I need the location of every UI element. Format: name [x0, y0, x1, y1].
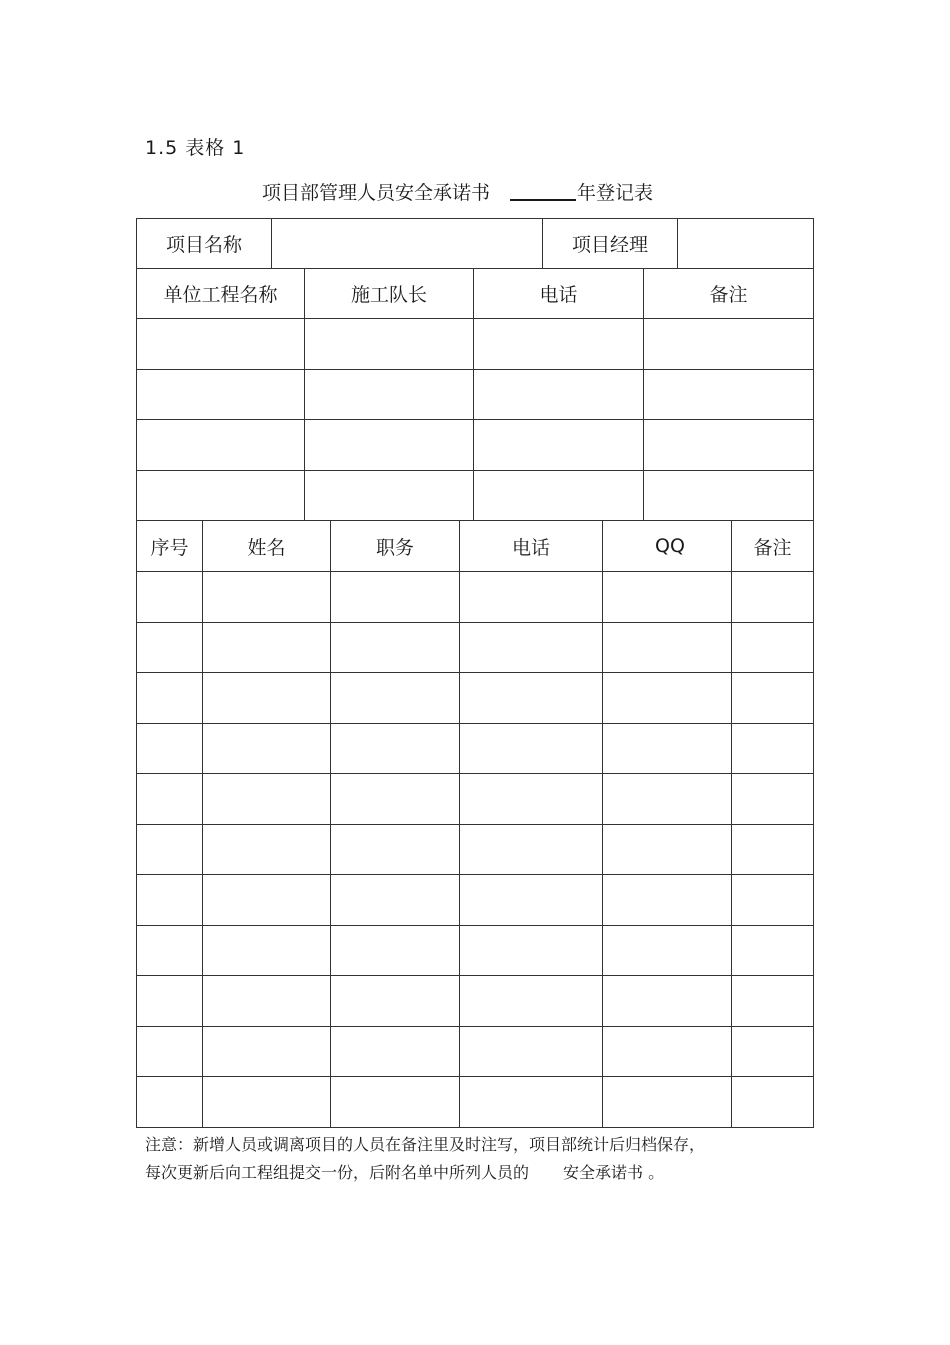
header-team-leader: 施工队长 [305, 269, 474, 319]
table-cell[interactable] [203, 1077, 331, 1128]
table-cell[interactable] [203, 976, 331, 1027]
project-info-table [136, 218, 814, 269]
table-cell[interactable] [331, 976, 460, 1027]
staff-table-row [137, 925, 814, 976]
table-cell[interactable] [732, 572, 814, 623]
form-title-main: 项目部管理人员安全承诺书 [262, 182, 491, 204]
staff-table-row [137, 1026, 814, 1077]
table-cell[interactable] [331, 673, 460, 724]
project-manager-field[interactable] [678, 219, 814, 269]
staff-table-row [137, 1077, 814, 1128]
table-cell[interactable] [331, 1026, 460, 1077]
staff-table-row [137, 622, 814, 673]
header-unit-project-name: 单位工程名称 [137, 269, 305, 319]
project-name-field[interactable] [272, 219, 543, 269]
table-cell[interactable] [203, 673, 331, 724]
table-cell[interactable] [474, 369, 644, 419]
table-cell[interactable] [331, 925, 460, 976]
table-cell[interactable] [203, 824, 331, 875]
unit-table-row [137, 319, 814, 369]
table-cell[interactable] [203, 723, 331, 774]
footnote-line-2 [145, 1159, 705, 1187]
table-cell[interactable] [331, 1077, 460, 1128]
table-cell[interactable] [137, 622, 203, 673]
table-cell[interactable] [137, 824, 203, 875]
staff-table-header [137, 521, 814, 572]
staff-table-row [137, 673, 814, 724]
table-cell[interactable] [644, 470, 814, 520]
header-qq: QQ [603, 521, 732, 572]
table-cell[interactable] [331, 774, 460, 825]
table-cell[interactable] [203, 1026, 331, 1077]
table-cell[interactable] [305, 319, 474, 369]
table-cell[interactable] [732, 622, 814, 673]
form-title [262, 178, 653, 205]
table-cell[interactable] [203, 774, 331, 825]
table-cell[interactable] [732, 673, 814, 724]
table-cell[interactable] [331, 875, 460, 926]
staff-table [136, 520, 814, 1128]
table-cell[interactable] [603, 774, 732, 825]
staff-table-row [137, 723, 814, 774]
table-cell[interactable] [460, 976, 603, 1027]
table-cell[interactable] [137, 875, 203, 926]
unit-table-header [137, 269, 814, 319]
table-cell[interactable] [137, 774, 203, 825]
table-cell[interactable] [460, 673, 603, 724]
table-cell[interactable] [603, 572, 732, 623]
staff-table-row [137, 774, 814, 825]
header-phone: 电话 [460, 521, 603, 572]
staff-table-row [137, 875, 814, 926]
table-cell[interactable] [137, 673, 203, 724]
section-heading: 1.5 表格 1 [145, 137, 246, 159]
table-cell[interactable] [203, 572, 331, 623]
table-cell[interactable] [137, 723, 203, 774]
table-cell[interactable] [460, 622, 603, 673]
table-cell[interactable] [460, 572, 603, 623]
table-cell[interactable] [137, 925, 203, 976]
table-cell[interactable] [203, 622, 331, 673]
table-cell[interactable] [732, 925, 814, 976]
table-cell[interactable] [331, 622, 460, 673]
header-serial-no: 序号 [137, 521, 203, 572]
table-cell[interactable] [732, 976, 814, 1027]
footnote-line-2-suffix: 安全承诺书 。 [563, 1163, 665, 1182]
table-cell[interactable] [644, 369, 814, 419]
table-cell[interactable] [603, 723, 732, 774]
table-cell[interactable] [305, 420, 474, 470]
table-cell[interactable] [137, 369, 305, 419]
project-name-label: 项目名称 [137, 219, 272, 269]
table-cell[interactable] [460, 774, 603, 825]
footnote-line-1: 注意：新增人员或调离项目的人员在备注里及时注写，项目部统计后归档保存， [145, 1135, 706, 1154]
unit-project-table [136, 268, 814, 521]
table-cell[interactable] [137, 976, 203, 1027]
table-cell[interactable] [732, 723, 814, 774]
table-cell[interactable] [137, 420, 305, 470]
unit-table-row [137, 420, 814, 470]
table-cell[interactable] [474, 420, 644, 470]
table-cell[interactable] [331, 824, 460, 875]
table-cell[interactable] [474, 470, 644, 520]
table-cell[interactable] [644, 420, 814, 470]
staff-table-row [137, 572, 814, 623]
table-cell[interactable] [460, 875, 603, 926]
table-cell[interactable] [331, 572, 460, 623]
table-cell[interactable] [137, 1026, 203, 1077]
table-cell[interactable] [603, 925, 732, 976]
table-cell[interactable] [137, 319, 305, 369]
table-cell[interactable] [460, 824, 603, 875]
project-manager-label: 项目经理 [543, 219, 678, 269]
table-cell[interactable] [305, 470, 474, 520]
table-cell[interactable] [732, 824, 814, 875]
unit-table-row [137, 369, 814, 419]
header-remarks: 备注 [644, 269, 814, 319]
table-cell[interactable] [644, 319, 814, 369]
table-cell[interactable] [732, 1077, 814, 1128]
table-cell[interactable] [603, 1026, 732, 1077]
staff-table-row [137, 976, 814, 1027]
table-cell[interactable] [603, 976, 732, 1027]
table-cell[interactable] [331, 723, 460, 774]
table-cell[interactable] [603, 875, 732, 926]
header-position: 职务 [331, 521, 460, 572]
table-cell[interactable] [137, 572, 203, 623]
table-cell[interactable] [460, 1077, 603, 1128]
table-cell[interactable] [137, 470, 305, 520]
table-cell[interactable] [460, 925, 603, 976]
table-cell[interactable] [732, 875, 814, 926]
staff-table-row [137, 824, 814, 875]
footnote-line-2-text: 每次更新后向工程组提交一份，后附名单中所列人员的 [145, 1163, 530, 1182]
table-cell[interactable] [603, 673, 732, 724]
unit-table-row [137, 470, 814, 520]
table-cell[interactable] [603, 824, 732, 875]
table-cell[interactable] [460, 723, 603, 774]
header-remarks: 备注 [732, 521, 814, 572]
table-cell[interactable] [305, 369, 474, 419]
table-cell[interactable] [137, 1077, 203, 1128]
table-cell[interactable] [603, 622, 732, 673]
table-cell[interactable] [732, 1026, 814, 1077]
table-cell[interactable] [460, 1026, 603, 1077]
table-cell[interactable] [732, 774, 814, 825]
table-cell[interactable] [603, 1077, 732, 1128]
project-info-row [137, 219, 814, 269]
header-phone: 电话 [474, 269, 644, 319]
table-cell[interactable] [474, 319, 644, 369]
table-cell[interactable] [203, 875, 331, 926]
footnote [145, 1131, 705, 1187]
year-blank-field[interactable] [510, 179, 576, 201]
form-title-suffix: 年登记表 [577, 182, 654, 204]
table-cell[interactable] [203, 925, 331, 976]
header-name: 姓名 [203, 521, 331, 572]
